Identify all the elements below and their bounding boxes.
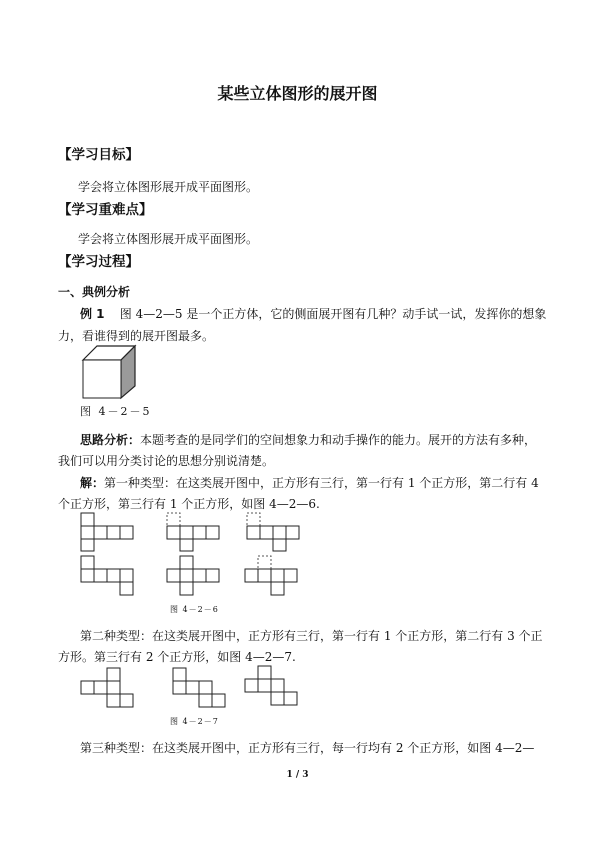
type2-line-2: 方形。第三行有 2 个正方形，如图 4—2—7.	[58, 650, 296, 664]
type2-line-1: 第二种类型：在这类展开图中，正方形有三行，第一行有 1 个正方形，第二行有 3 个正	[80, 629, 543, 643]
net-diagram-6e	[166, 555, 222, 597]
analysis-label: 思路分析：	[80, 433, 141, 447]
net-diagram-7a	[80, 667, 136, 711]
net-diagram-6c	[246, 512, 302, 552]
page-title: 某些立体图形的展开图	[217, 84, 378, 103]
net-diagram-6f	[244, 555, 300, 597]
net-diagram-7c	[244, 665, 300, 709]
process-heading: 【学习过程】	[58, 254, 139, 270]
analysis-text: 本题考查的是同学们的空间想象力和动手操作的能力。展开的方法有多种，	[140, 433, 537, 447]
example-label: 例 1	[80, 307, 105, 321]
solution-label: 解：	[80, 476, 105, 490]
figure-caption-4-2-6: 图 4－2－6	[170, 605, 219, 614]
analysis-line-1	[80, 431, 536, 448]
example-line-1	[80, 305, 546, 322]
objectives-heading: 【学习目标】	[58, 147, 139, 163]
page-number: 1 / 3	[286, 770, 309, 780]
solution-line-2: 个正方形，第三行有 1 个正方形，如图 4—2—6.	[58, 497, 320, 511]
type3-line-1: 第三种类型：在这类展开图中，正方形有三行，每一行均有 2 个正方形，如图 4—2—	[80, 741, 535, 755]
difficulties-text: 学会将立体图形展开成平面图形。	[78, 232, 259, 246]
example-subheading: 一、典例分析	[58, 285, 131, 299]
example-line-2: 力，看谁得到的展开图最多。	[58, 329, 215, 343]
objectives-text: 学会将立体图形展开成平面图形。	[78, 180, 259, 194]
cube-figure	[80, 343, 140, 400]
solution-line-1	[80, 474, 539, 491]
net-diagram-6b	[166, 512, 222, 552]
analysis-line-2: 我们可以用分类讨论的思想分别说清楚。	[58, 454, 275, 468]
net-diagram-6d	[80, 555, 136, 597]
figure-caption-4-2-5: 图 4－2－5	[80, 405, 152, 418]
figure-caption-4-2-7: 图 4－2－7	[170, 717, 219, 726]
example-question: 图 4—2—5 是一个正方体，它的侧面展开图有几种？动手试一试，发挥你的想象	[119, 307, 547, 321]
net-diagram-7b	[172, 667, 228, 711]
solution-text: 第一种类型：在这类展开图中，正方形有三行，第一行有 1 个正方形，第二行有 4	[104, 476, 539, 490]
difficulties-heading: 【学习重难点】	[58, 202, 153, 218]
net-diagram-6a	[80, 512, 136, 552]
